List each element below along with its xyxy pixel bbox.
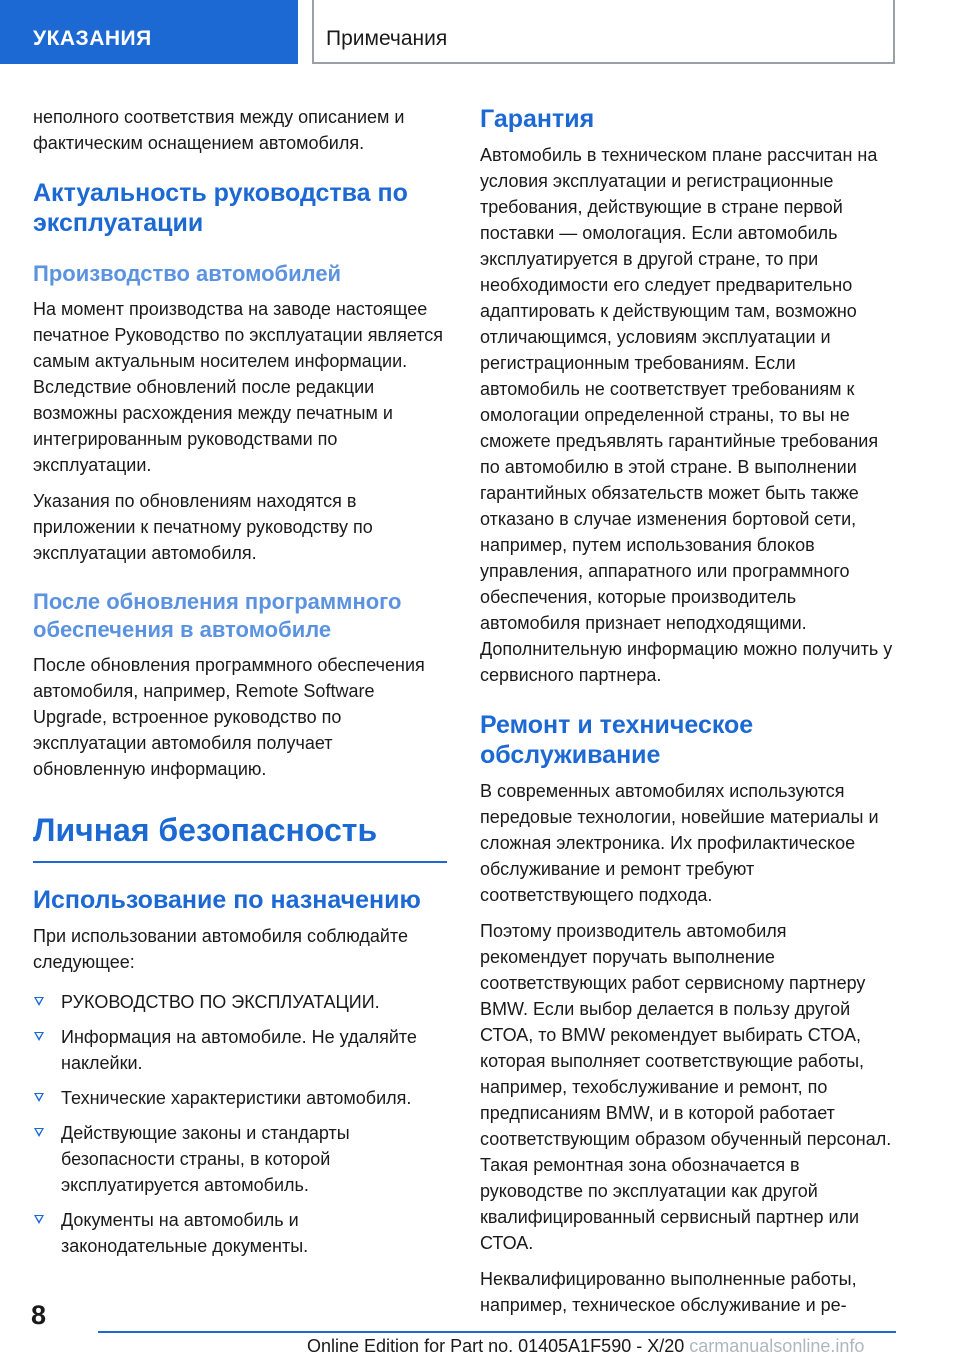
list-item: [33, 1085, 449, 1111]
left-column: [33, 104, 449, 1268]
triangle-bullet-icon: [34, 1032, 44, 1041]
list-item-text: Информация на автомобиле. Не удаляйте наклейки.: [61, 1027, 417, 1073]
chapter-tab: УКАЗАНИЯ: [0, 0, 298, 64]
intended-use-paragraph: При использовании автомобиля соблюдайте следующее:: [33, 926, 408, 972]
list-item-text: Действующие законы и стандарты безопасности страны, в которой эксплуатируется автомобиль.: [61, 1123, 350, 1195]
repair-paragraph-3: Неквалифицированно выполненные работы, например, техническое обслуживание и ре-: [480, 1269, 857, 1315]
list-item-text: Документы на автомобиль и законодательные документы.: [61, 1210, 309, 1256]
triangle-bullet-icon: [34, 1215, 44, 1224]
intro-paragraph: неполного соответствия между описанием и фактическим оснащением автомобиля.: [33, 107, 405, 153]
heading-warranty: Гарантия: [480, 105, 595, 133]
warranty-paragraph: Автомобиль в техническом плане рассчитан на условия эксплуатации и регистрационные требования, действующие в стране первой поставки — омологация. Если автомобиль эксплуатируется в другой стране, то при необходимости его следует предварительно адаптировать к действующим там, возможно отличающимся, условиям эксплуатации и регистрационным требованиям. Если автомобиль не соответствует требованиям к омологации определенной страны, то вы не сможете предъявлять гарантийные требования по автомобилю в этой стране. В выполнении гарантийных обязательств может быть также отказано в случае изменения бортовой сети, например, путем использования блоков управления, аппаратного или программного обеспечения, которые производитель автомобиля признает неподходящими. Дополнительную информацию можно получить у сервисного партнера.: [480, 145, 893, 685]
edition-text: Online Edition for Part no. 01405A1F590 - X/20: [307, 1336, 685, 1356]
list-item: [33, 1207, 449, 1259]
section-divider: [33, 861, 447, 863]
footer-divider: [98, 1331, 896, 1333]
triangle-bullet-icon: [34, 1093, 44, 1102]
triangle-bullet-icon: [34, 997, 44, 1006]
right-column: [480, 104, 898, 1328]
triangle-bullet-icon: [34, 1128, 44, 1137]
list-item-text: Технические характеристики автомобиля.: [61, 1088, 412, 1108]
page-number: 8: [31, 1300, 47, 1330]
production-paragraph: На момент производства на заводе настоящее печатное Руководство по эксплуатации является самым актуальным носителем информации. Вследствие обновлений после редакции возможны расхождения между печатным и интегрированным руководствами по эксплуатации.: [33, 299, 444, 475]
chapter-title: Примечания: [312, 0, 895, 64]
repair-paragraph-1: В современных автомобилях используются передовые технологии, новейшие материалы и сложная электроника. Их профилактическое обслуживание и ремонт требуют соответствующего подхода.: [480, 781, 879, 905]
section-title-personal-safety: Личная безопасность: [33, 812, 378, 848]
heading-vehicle-production: Производство автомобилей: [33, 261, 342, 286]
repair-paragraph-2: Поэтому производитель автомобиля рекомендует поручать выполнение соответствующих работ сервисному партнеру BMW. Если выбор делается в пользу другой СТОА, то BMW рекомендует выбирать СТОА, которая выполняет соответствующие работы, например, техобслуживание и ремонт, по предписаниям BMW, и в которой работает соответствующим образом обученный персонал. Такая ремонтная зона обозначается в руководстве по эксплуатации как другой квалифицированный сервисный партнер или СТОА.: [480, 921, 892, 1253]
heading-after-software-update: После обновления программного обеспечения в автомобиле: [33, 589, 402, 642]
list-item: [33, 1120, 449, 1198]
list-item: [33, 989, 449, 1015]
heading-manual-actuality: Актуальность руководства по эксплуатации: [33, 179, 408, 237]
heading-intended-use: Использование по назначению: [33, 886, 421, 914]
intended-use-list: [33, 989, 449, 1259]
list-item-text: РУКОВОДСТВО ПО ЭКСПЛУАТАЦИИ.: [61, 992, 380, 1012]
watermark-text: carmanualsonline.info: [689, 1336, 865, 1356]
heading-repair-maintenance: Ремонт и техническое обслуживание: [480, 711, 754, 769]
footer-edition: [307, 1336, 947, 1357]
list-item: [33, 1024, 449, 1076]
after-update-paragraph: После обновления программного обеспечения автомобиля, например, Remote Software Upgrade, встроенное руководство по эксплуатации автомобиля получает обновленную информацию.: [33, 655, 425, 779]
update-notes-paragraph: Указания по обновлениям находятся в приложении к печатному руководству по эксплуатации автомобиля.: [33, 491, 373, 563]
